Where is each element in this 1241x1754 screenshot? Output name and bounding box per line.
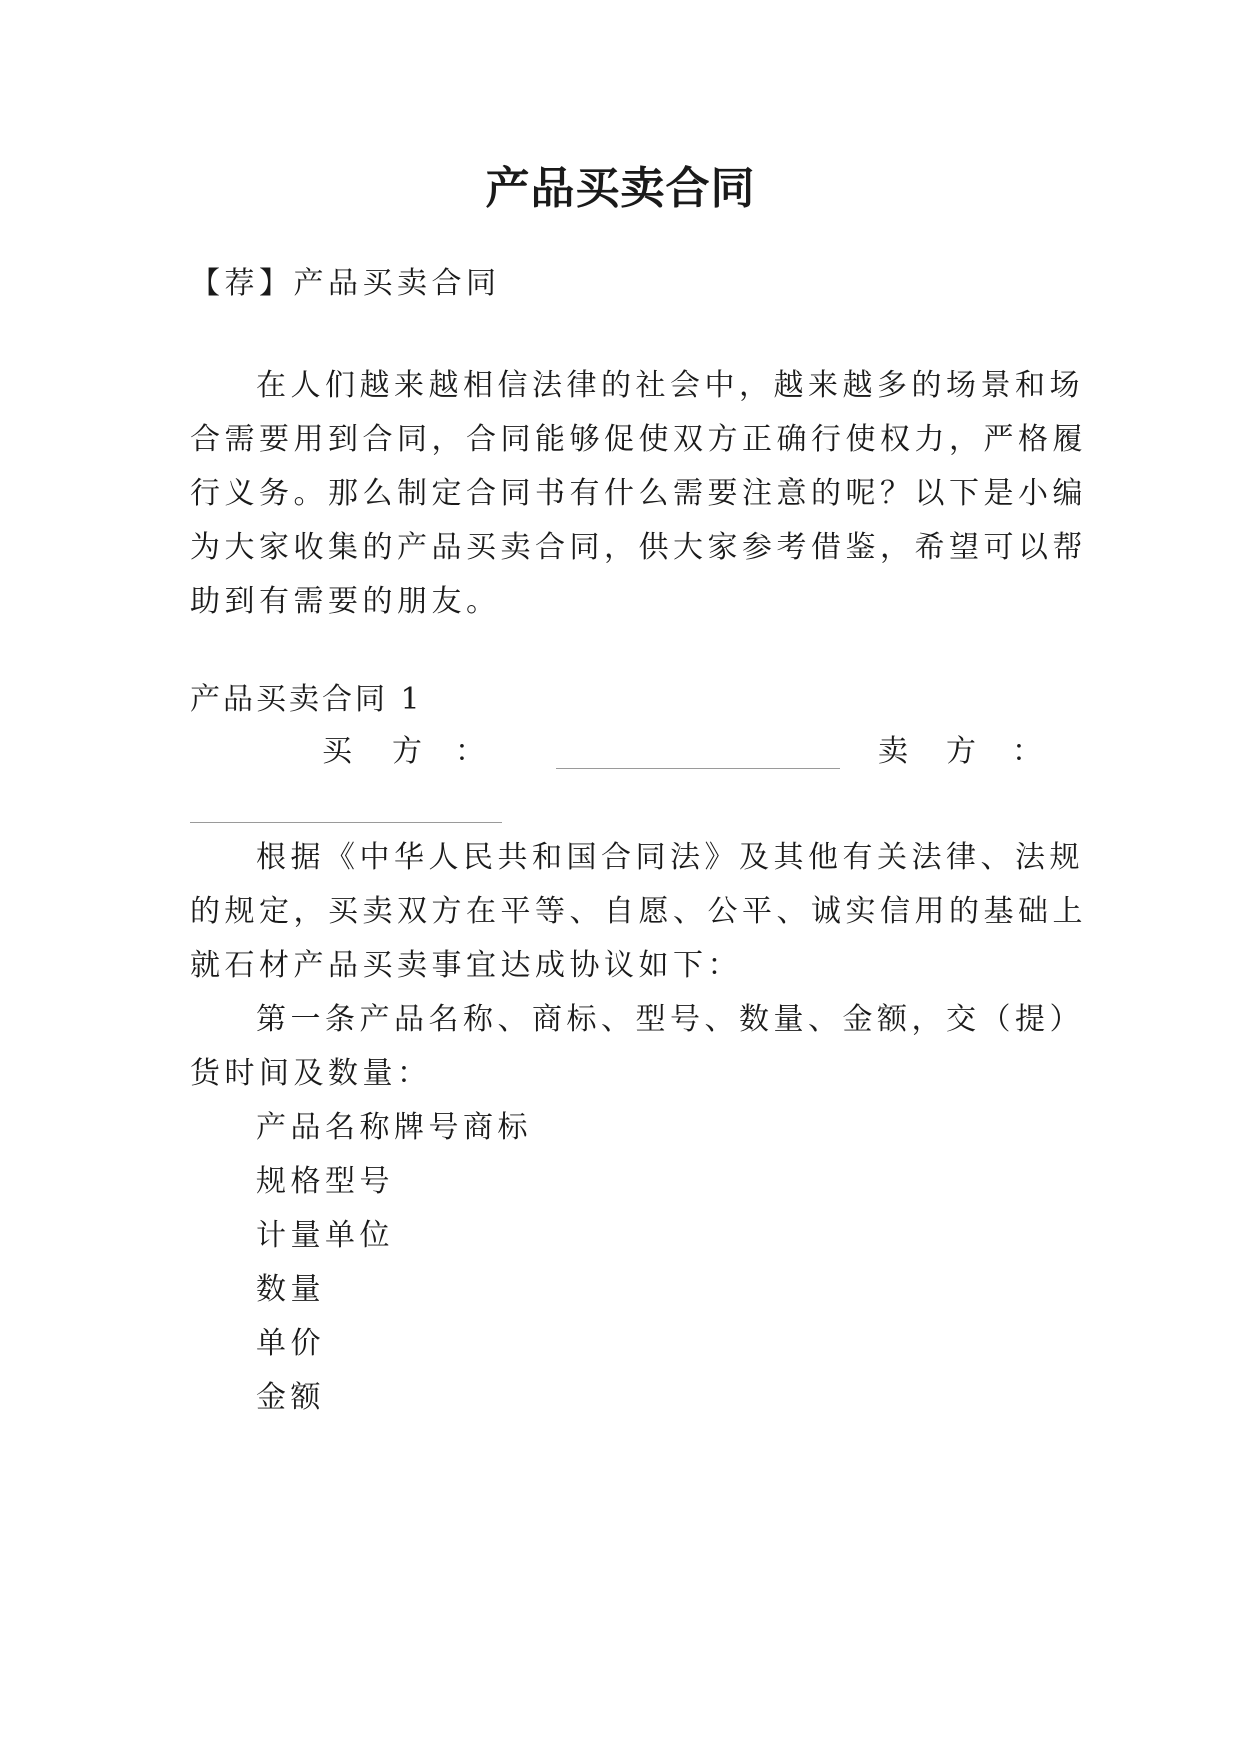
buyer-label-char-1: 买 xyxy=(322,734,352,769)
intro-line-3: 行义务。那么制定合同书有什么需要注意的呢？以下是小编 xyxy=(190,476,1087,511)
item-amount: 金额 xyxy=(256,1380,325,1415)
intro-line-1: 在人们越来越相信法律的社会中，越来越多的场景和场 xyxy=(256,368,1084,403)
buyer-blank-line xyxy=(556,768,840,769)
section-heading: 产品买卖合同 1 xyxy=(190,682,423,717)
seller-label-char-1: 卖 xyxy=(878,734,908,769)
intro-line-5: 助到有需要的朋友。 xyxy=(190,584,501,619)
intro-line-2: 合需要用到合同，合同能够促使双方正确行使权力，严格履 xyxy=(190,422,1087,457)
item-product-name: 产品名称牌号商标 xyxy=(256,1110,532,1145)
article1-line-1: 第一条产品名称、商标、型号、数量、金额，交（提） xyxy=(256,1002,1084,1037)
recommend-line: 【荐】产品买卖合同 xyxy=(190,266,501,301)
item-quantity: 数量 xyxy=(256,1272,325,1307)
basis-line-1: 根据《中华人民共和国合同法》及其他有关法律、法规 xyxy=(256,840,1084,875)
seller-label-colon: ： xyxy=(1012,734,1042,769)
buyer-label-char-2: 方 xyxy=(392,734,422,769)
intro-line-4: 为大家收集的产品买卖合同，供大家参考借鉴，希望可以帮 xyxy=(190,530,1087,565)
article1-line-2: 货时间及数量： xyxy=(190,1056,432,1091)
buyer-label-colon: ： xyxy=(455,734,485,769)
item-unit-price: 单价 xyxy=(256,1326,325,1361)
seller-blank-line xyxy=(190,822,502,823)
basis-line-3: 就石材产品买卖事宜达成协议如下： xyxy=(190,948,742,983)
document-title: 产品买卖合同 xyxy=(485,163,756,214)
item-unit: 计量单位 xyxy=(256,1218,394,1253)
basis-line-2: 的规定，买卖双方在平等、自愿、公平、诚实信用的基础上 xyxy=(190,894,1087,929)
seller-label-char-2: 方 xyxy=(946,734,976,769)
item-spec-model: 规格型号 xyxy=(256,1164,394,1199)
